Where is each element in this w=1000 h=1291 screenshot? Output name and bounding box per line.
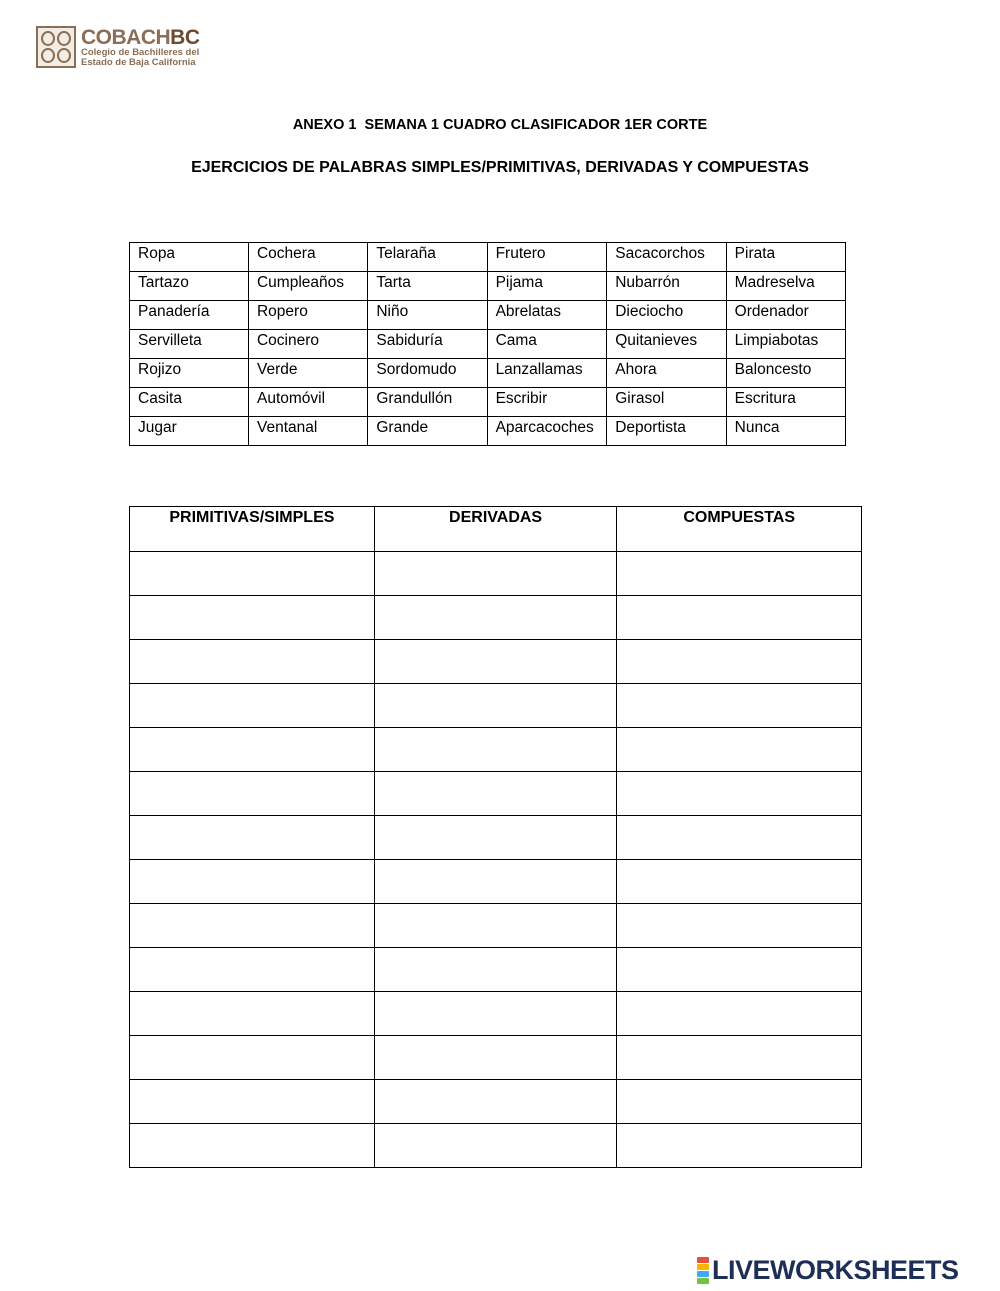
answer-cell-primitivas[interactable]	[130, 684, 375, 728]
word-cell: Abrelatas	[487, 301, 607, 330]
answer-cell-compuestas[interactable]	[617, 728, 862, 772]
answer-cell-primitivas[interactable]	[130, 1036, 375, 1080]
answer-cell-primitivas[interactable]	[130, 860, 375, 904]
answer-cell-primitivas[interactable]	[130, 948, 375, 992]
answer-cell-compuestas[interactable]	[617, 948, 862, 992]
word-table	[129, 242, 846, 446]
word-cell: Nunca	[726, 417, 845, 446]
answer-cell-compuestas[interactable]	[617, 596, 862, 640]
word-cell: Madreselva	[726, 272, 845, 301]
answer-cell-compuestas[interactable]	[617, 772, 862, 816]
header-primitivas: PRIMITIVAS/SIMPLES	[130, 507, 375, 552]
answer-cell-compuestas[interactable]	[617, 640, 862, 684]
logo-subtitle-line2: Estado de Baja California	[81, 56, 196, 68]
answer-cell-primitivas[interactable]	[130, 1124, 375, 1168]
answer-row	[130, 552, 862, 596]
word-cell: Pijama	[487, 272, 607, 301]
answer-cell-compuestas[interactable]	[617, 1080, 862, 1124]
word-cell: Verde	[248, 359, 367, 388]
answer-cell-derivadas[interactable]	[374, 816, 617, 860]
answer-cell-primitivas[interactable]	[130, 728, 375, 772]
word-cell: Deportista	[607, 417, 726, 446]
word-row	[130, 272, 846, 301]
answer-cell-compuestas[interactable]	[617, 1124, 862, 1168]
liveworksheets-brand	[697, 1255, 959, 1285]
annex-title: ANEXO 1 SEMANA 1 CUADRO CLASIFICADOR 1ER CORTE	[292, 117, 708, 133]
word-cell: Quitanieves	[607, 330, 726, 359]
answer-row	[130, 1036, 862, 1080]
answer-cell-primitivas[interactable]	[130, 816, 375, 860]
word-cell: Sordomudo	[368, 359, 487, 388]
cobach-logo	[36, 24, 216, 70]
word-cell: Ordenador	[726, 301, 845, 330]
answer-cell-compuestas[interactable]	[617, 684, 862, 728]
word-cell: Panadería	[130, 301, 249, 330]
answer-cell-derivadas[interactable]	[374, 860, 617, 904]
answer-cell-derivadas[interactable]	[374, 1080, 617, 1124]
word-row	[130, 301, 846, 330]
word-row	[130, 243, 846, 272]
classification-table	[129, 506, 862, 1168]
word-cell: Grande	[368, 417, 487, 446]
word-cell: Ventanal	[248, 417, 367, 446]
answer-cell-derivadas[interactable]	[374, 1124, 617, 1168]
word-cell: Rojizo	[130, 359, 249, 388]
answer-cell-compuestas[interactable]	[617, 992, 862, 1036]
word-cell: Grandullón	[368, 388, 487, 417]
word-cell: Sacacorchos	[607, 243, 726, 272]
exercise-title: EJERCICIOS DE PALABRAS SIMPLES/PRIMITIVAS, DERIVADAS Y COMPUESTAS	[191, 159, 809, 176]
answer-cell-compuestas[interactable]	[617, 552, 862, 596]
word-cell: Cochera	[248, 243, 367, 272]
answer-cell-primitivas[interactable]	[130, 772, 375, 816]
answer-cell-primitivas[interactable]	[130, 596, 375, 640]
logo-name: COBACHBC	[81, 25, 200, 49]
answer-row	[130, 596, 862, 640]
logo-subtitle-line1: Colegio de Bachilleres del	[81, 46, 200, 58]
word-cell: Ropero	[248, 301, 367, 330]
word-cell: Escritura	[726, 388, 845, 417]
header-compuestas: COMPUESTAS	[617, 507, 862, 552]
word-cell: Jugar	[130, 417, 249, 446]
word-cell: Cumpleaños	[248, 272, 367, 301]
word-cell: Pirata	[726, 243, 845, 272]
answer-cell-primitivas[interactable]	[130, 552, 375, 596]
answer-row	[130, 772, 862, 816]
word-row	[130, 417, 846, 446]
answer-cell-primitivas[interactable]	[130, 1080, 375, 1124]
word-cell: Aparcacoches	[487, 417, 607, 446]
word-cell: Tarta	[368, 272, 487, 301]
answer-cell-compuestas[interactable]	[617, 904, 862, 948]
word-cell: Nubarrón	[607, 272, 726, 301]
answer-cell-derivadas[interactable]	[374, 552, 617, 596]
answer-row	[130, 948, 862, 992]
word-row	[130, 359, 846, 388]
answer-row	[130, 728, 862, 772]
word-cell: Dieciocho	[607, 301, 726, 330]
answer-row	[130, 992, 862, 1036]
answer-row	[130, 1124, 862, 1168]
answer-row	[130, 904, 862, 948]
answer-row	[130, 1080, 862, 1124]
word-cell: Niño	[368, 301, 487, 330]
word-row	[130, 388, 846, 417]
answer-cell-derivadas[interactable]	[374, 640, 617, 684]
answer-row	[130, 684, 862, 728]
word-cell: Automóvil	[248, 388, 367, 417]
word-cell: Servilleta	[130, 330, 249, 359]
answer-cell-derivadas[interactable]	[374, 596, 617, 640]
answer-cell-primitivas[interactable]	[130, 904, 375, 948]
word-cell: Limpiabotas	[726, 330, 845, 359]
answer-cell-compuestas[interactable]	[617, 816, 862, 860]
word-cell: Escribir	[487, 388, 607, 417]
word-cell: Tartazo	[130, 272, 249, 301]
word-cell: Lanzallamas	[487, 359, 607, 388]
word-row	[130, 330, 846, 359]
word-cell: Ropa	[130, 243, 249, 272]
answer-row	[130, 816, 862, 860]
answer-cell-derivadas[interactable]	[374, 684, 617, 728]
logo-text	[81, 27, 200, 68]
liveworksheets-icon	[697, 1257, 709, 1284]
word-cell: Frutero	[487, 243, 607, 272]
liveworksheets-text: LIVEWORKSHEETS	[712, 1254, 959, 1285]
answer-row	[130, 860, 862, 904]
answer-cell-primitivas[interactable]	[130, 640, 375, 684]
header-derivadas: DERIVADAS	[374, 507, 617, 552]
answer-cell-compuestas[interactable]	[617, 1036, 862, 1080]
word-cell: Casita	[130, 388, 249, 417]
answer-cell-derivadas[interactable]	[374, 772, 617, 816]
answer-cell-compuestas[interactable]	[617, 860, 862, 904]
answer-cell-derivadas[interactable]	[374, 1036, 617, 1080]
answer-cell-derivadas[interactable]	[374, 948, 617, 992]
word-cell: Telaraña	[368, 243, 487, 272]
word-cell: Sabiduría	[368, 330, 487, 359]
answer-cell-derivadas[interactable]	[374, 992, 617, 1036]
answer-cell-derivadas[interactable]	[374, 728, 617, 772]
word-cell: Girasol	[607, 388, 726, 417]
answer-row	[130, 640, 862, 684]
cobach-emblem-icon	[36, 26, 76, 68]
answer-cell-primitivas[interactable]	[130, 992, 375, 1036]
answer-cell-derivadas[interactable]	[374, 904, 617, 948]
word-cell: Ahora	[607, 359, 726, 388]
word-cell: Baloncesto	[726, 359, 845, 388]
word-cell: Cama	[487, 330, 607, 359]
word-cell: Cocinero	[248, 330, 367, 359]
